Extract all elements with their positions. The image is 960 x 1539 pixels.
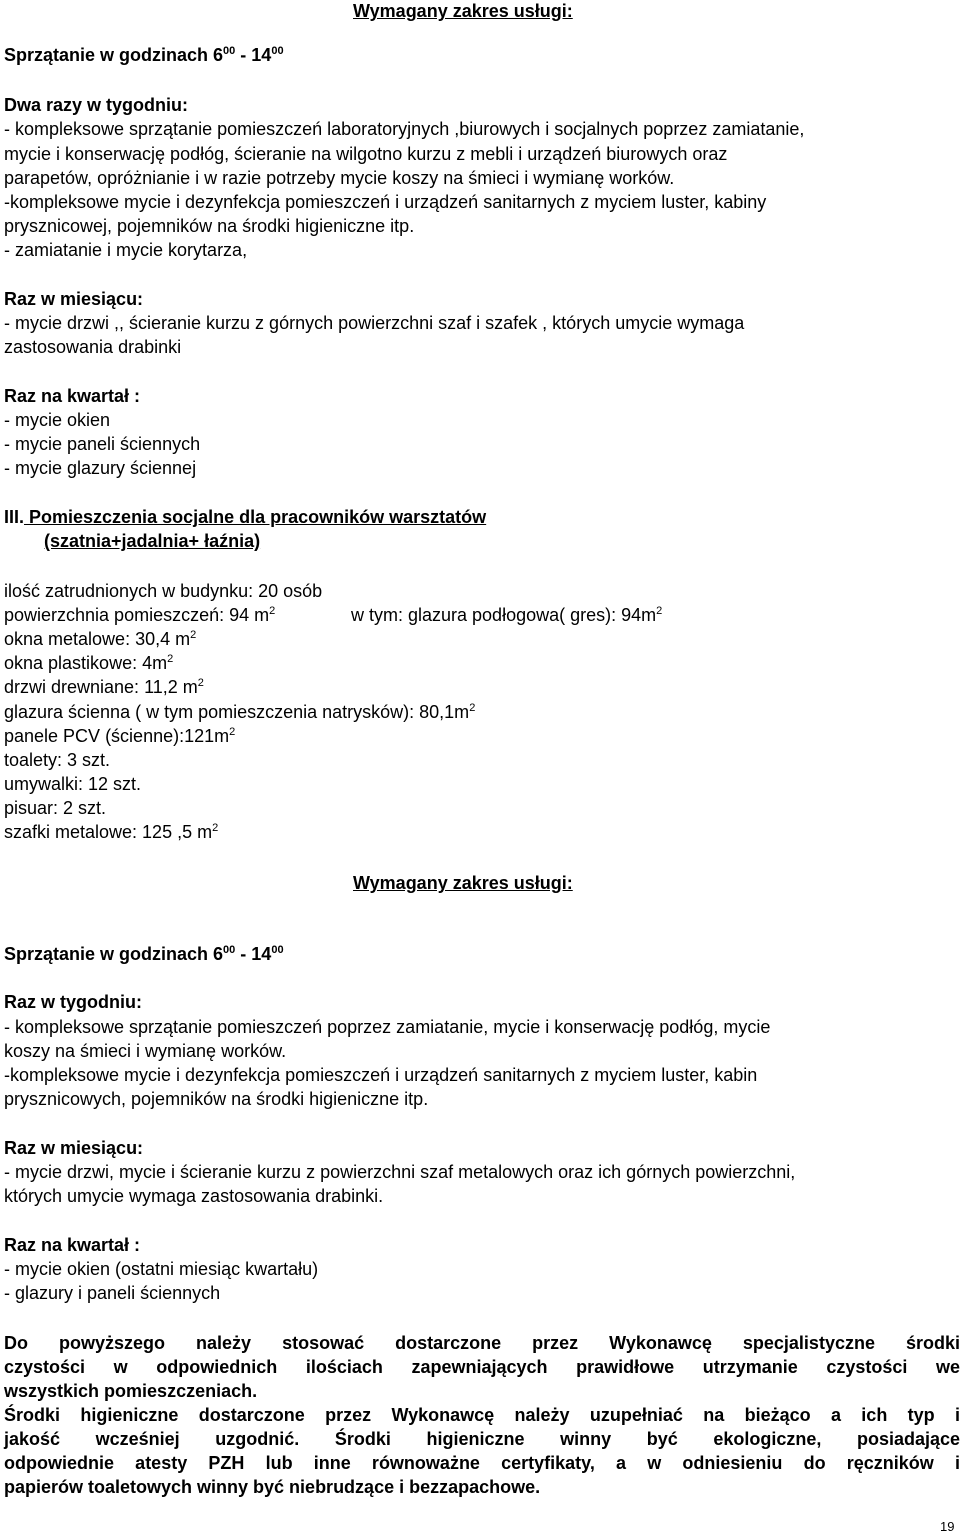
note-line: czystości w odpowiednich ilościach zapewniających prawidłowe utrzymanie czystości we: [4, 1357, 960, 1377]
text-line: zastosowania drabinki: [4, 337, 182, 357]
twice-weekly-heading: Dwa razy w tygodniu:: [4, 95, 189, 115]
section-subtitle: (szatnia+jadalnia+ łaźnia): [44, 531, 261, 551]
urinals: pisuar: 2 szt.: [4, 798, 107, 818]
weekly-heading: Raz w tygodniu:: [4, 992, 142, 1012]
metal-lockers: szafki metalowe: 125 ,5 $m^2$: [4, 822, 219, 842]
text-line: - mycie drzwi ,, ścieranie kurzu z górnych powierzchni szaf i szafek , których umycie wymaga: [4, 313, 745, 333]
note-line: wszystkich pomieszczeniach.: [4, 1381, 258, 1401]
text-line: - mycie paneli ściennych: [4, 434, 201, 454]
text-line: - mycie okien (ostatni miesiąc kwartału): [4, 1259, 319, 1279]
plastic-windows: okna plastikowe: $4m^2$: [4, 653, 174, 673]
area-line: powierzchnia pomieszczeń: 94 $m^2$: [4, 605, 276, 625]
text-line: - kompleksowe sprzątanie pomieszczeń poprzez zamiatanie, mycie i konserwację podłóg, mycie: [4, 1017, 771, 1037]
page-number: 19: [940, 1519, 955, 1534]
metal-windows: okna metalowe: 30,4 $m^2$: [4, 629, 197, 649]
floor-tiles: w tym: glazura podłogowa( gres): $94m^2$: [351, 605, 663, 625]
text-line: - glazury i paneli ściennych: [4, 1283, 221, 1303]
text-line: - mycie drzwi, mycie i ścieranie kurzu z powierzchni szaf metalowych oraz ich górnych powierzchni,: [4, 1162, 796, 1182]
text-line: parapetów, opróżnianie i w razie potrzeby mycie koszy na śmieci i wymianę worków.: [4, 168, 675, 188]
sinks: umywalki: 12 szt.: [4, 774, 142, 794]
wall-tiles: glazura ścienna ( w tym pomieszczenia natrysków): $80,1m^2$: [4, 702, 476, 722]
quarterly-heading: Raz na kwartał :: [4, 1235, 141, 1255]
required-scope-heading: Wymagany zakres usługi:: [353, 1, 573, 21]
text-line: -kompleksowe mycie i dezynfekcja pomieszczeń i urządzeń sanitarnych z myciem luster, kabin: [4, 1065, 758, 1085]
text-line: koszy na śmieci i wymianę worków.: [4, 1041, 287, 1061]
text-line: - kompleksowe sprzątanie pomieszczeń laboratoryjnych ,biurowych i socjalnych poprzez zamiatanie,: [4, 119, 805, 139]
text-line: -kompleksowe mycie i dezynfekcja pomieszczeń i urządzeń sanitarnych z myciem luster, kabiny: [4, 192, 767, 212]
pvc-panels: panele PCV $(ścienne):121m^2$: [4, 726, 236, 746]
text-line: - mycie glazury ściennej: [4, 458, 197, 478]
employees-count: ilość zatrudnionych w budynku: 20 osób: [4, 581, 323, 601]
text-line: - zamiatanie i mycie korytarza,: [4, 240, 248, 260]
note-line: jakość wcześniej uzgodnić. Środki higieniczne winny być ekologiczne, posiadające: [4, 1429, 960, 1449]
text-line: mycie i konserwację podłóg, ścieranie na wilgotno kurzu z mebli i urządzeń biurowych oraz: [4, 144, 728, 164]
text-line: - mycie okien: [4, 410, 111, 430]
wooden-doors: drzwi drewniane: 11,2 $m^2$: [4, 677, 204, 697]
text-line: prysznicowych, pojemników na środki higieniczne itp.: [4, 1089, 429, 1109]
note-line: odpowiednie atesty PZH lub inne równoważne certyfikaty, a w odniesieniu do ręczników i: [4, 1453, 960, 1473]
note-line: Do powyższego należy stosować dostarczone przez Wykonawcę specjalistyczne środki: [4, 1333, 960, 1353]
note-line: Środki higieniczne dostarczone przez Wykonawcę należy uzupełniać na bieżąco a ich typ i: [4, 1405, 960, 1425]
required-scope-heading: Wymagany zakres usługi:: [353, 873, 573, 893]
text-line: prysznicowej, pojemników na środki higieniczne itp.: [4, 216, 415, 236]
note-line: papierów toaletowych winny być niebrudzące i bezzapachowe.: [4, 1477, 541, 1497]
quarterly-heading: Raz na kwartał :: [4, 386, 141, 406]
section-title: III. Pomieszczenia socjalne dla pracowników warsztatów: [4, 507, 487, 527]
text-line: których umycie wymaga zastosowania drabinki.: [4, 1186, 384, 1206]
cleaning-hours-heading: Sprzątanie w godzinach $6^{00} - 14^{00}$: [4, 944, 284, 964]
monthly-heading: Raz w miesiącu:: [4, 289, 144, 309]
toilets: toalety: 3 szt.: [4, 750, 111, 770]
monthly-heading: Raz w miesiącu:: [4, 1138, 144, 1158]
cleaning-hours-heading: Sprzątanie w godzinach $6^{00} - 14^{00}$: [4, 45, 284, 65]
